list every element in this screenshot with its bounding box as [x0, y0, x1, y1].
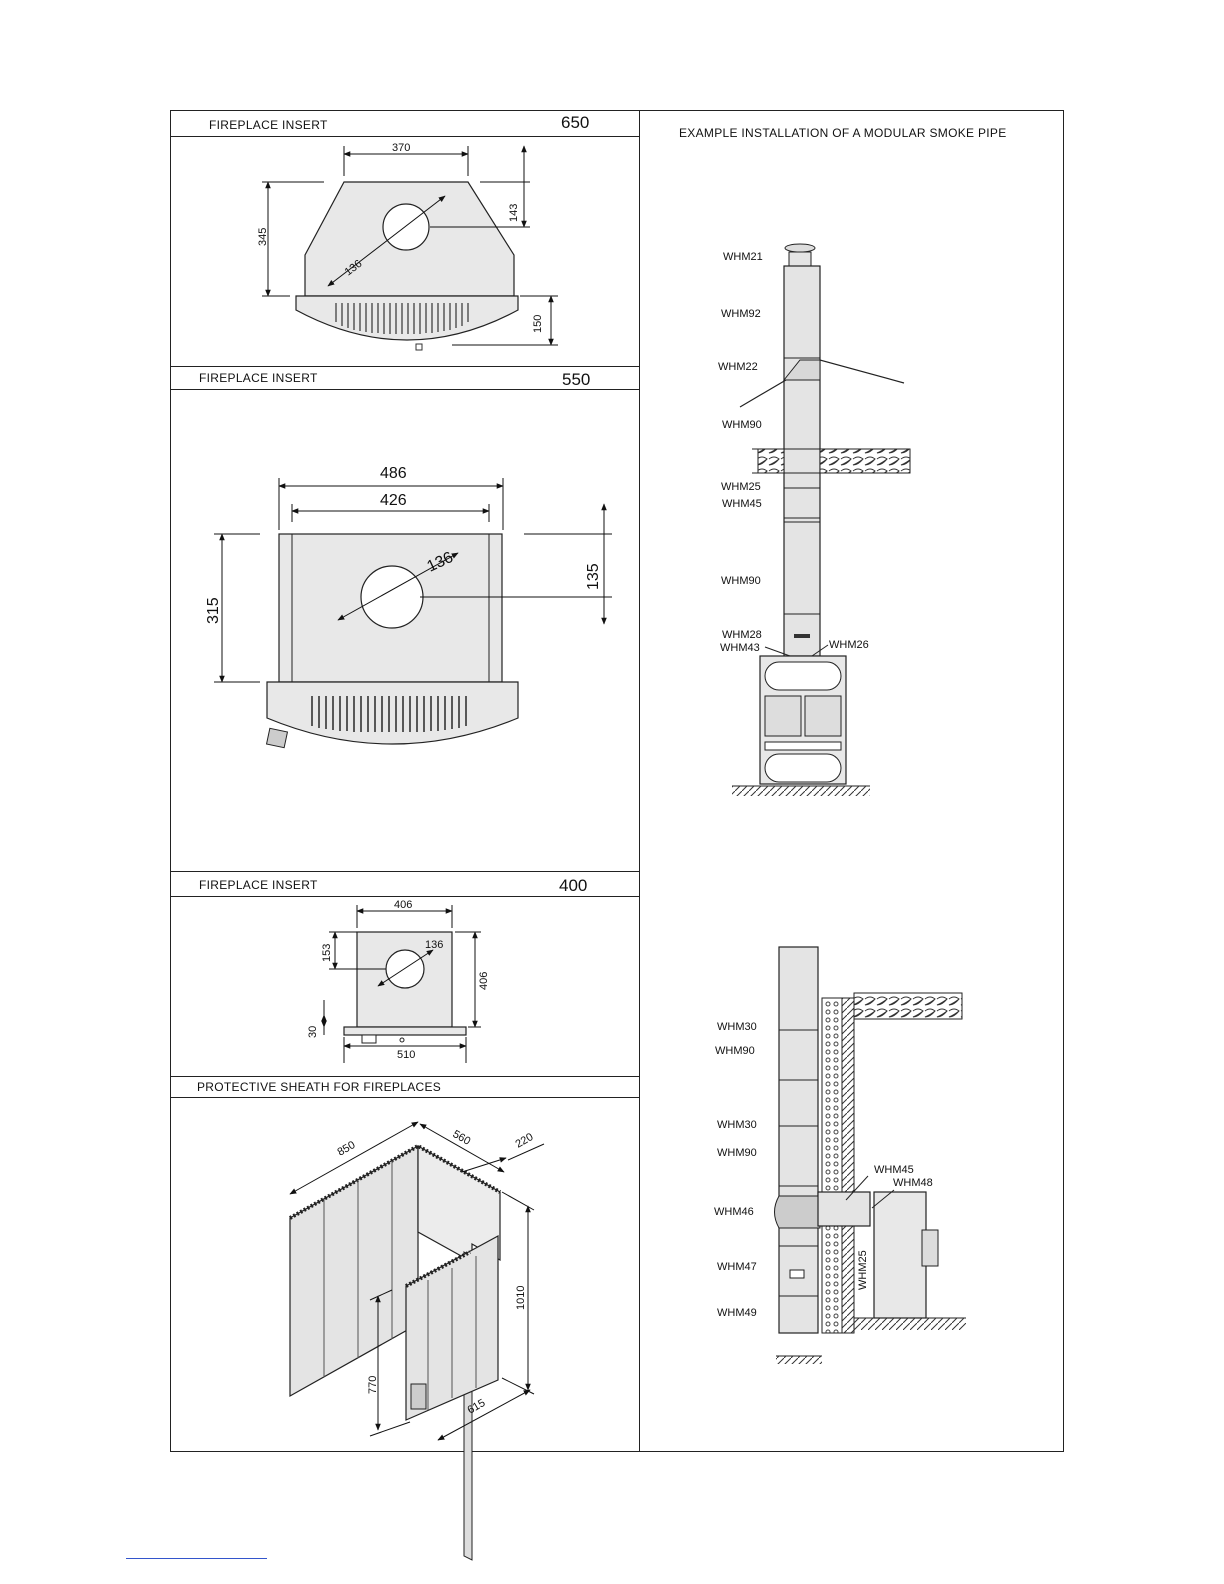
flue-outlet	[386, 950, 424, 988]
dim-pipe-offset: 135	[585, 563, 602, 590]
dim-diameter: 136	[342, 257, 365, 279]
label-whm90: WHM90	[715, 1045, 755, 1057]
sheath-drawing	[290, 1122, 544, 1560]
label-whm90: WHM90	[721, 575, 761, 587]
connector-pipe	[818, 1192, 870, 1226]
dim-base-width: 510	[397, 1049, 416, 1061]
installation-title: EXAMPLE INSTALLATION OF A MODULAR SMOKE PIPE	[679, 126, 1007, 140]
label-whm30: WHM30	[717, 1021, 757, 1033]
label-whm43: WHM43	[720, 642, 760, 654]
dim-diameter: 136	[424, 548, 456, 576]
label-whm26: WHM26	[829, 639, 869, 651]
chimney-pipe	[784, 266, 820, 656]
insert-650-model: 650	[561, 113, 590, 132]
dim-top-width: 406	[394, 899, 413, 911]
flue-outlet	[361, 566, 423, 628]
insert-650-base	[296, 296, 518, 340]
insert-550-model: 550	[562, 370, 591, 389]
label-whm90: WHM90	[722, 419, 762, 431]
label-whm28: WHM28	[722, 629, 762, 641]
dim-back-width: 850	[335, 1139, 358, 1159]
label-whm46: WHM46	[714, 1206, 754, 1218]
dim-pipe-offset: 143	[508, 203, 520, 222]
insert-550-drawing	[205, 465, 612, 748]
sheath-title: PROTECTIVE SHEATH FOR FIREPLACES	[197, 1080, 442, 1094]
label-whm92: WHM92	[721, 308, 761, 320]
dim-inner-width: 426	[380, 492, 407, 509]
lower-installation-drawing	[714, 947, 966, 1364]
insert-650-drawing	[257, 142, 558, 350]
dim-width: 370	[392, 142, 411, 154]
dim-pipe-offset: 153	[321, 943, 333, 962]
roof-line	[740, 360, 904, 407]
insert-400-base	[344, 1027, 466, 1035]
label-whm45: WHM45	[722, 498, 762, 510]
dim-height: 345	[257, 227, 269, 246]
insert-550-title: FIREPLACE INSERT	[199, 371, 318, 385]
dim-diameter: 136	[425, 939, 444, 951]
insert-650-title: FIREPLACE INSERT	[209, 118, 328, 132]
dim-front-height: 770	[367, 1375, 379, 1394]
footer-rule	[126, 1558, 267, 1559]
label-whm25: WHM25	[857, 1250, 869, 1290]
insert-550-base	[267, 682, 518, 744]
insert-unit	[874, 1192, 926, 1318]
dim-depth: 220	[513, 1131, 536, 1151]
flue-outlet	[383, 204, 429, 250]
dim-height: 406	[478, 971, 490, 990]
label-whm90: WHM90	[717, 1147, 757, 1159]
insert-400-model: 400	[559, 876, 588, 895]
label-whm45: WHM45	[874, 1164, 914, 1176]
label-whm25: WHM25	[721, 481, 761, 493]
dim-outer-width: 486	[380, 465, 407, 482]
dim-height: 1010	[515, 1285, 527, 1310]
dim-front-width: 615	[465, 1397, 488, 1417]
label-whm30: WHM30	[717, 1119, 757, 1131]
label-whm48: WHM48	[893, 1177, 933, 1189]
dim-height: 315	[205, 597, 222, 624]
label-whm49: WHM49	[717, 1307, 757, 1319]
dim-base-height: 30	[307, 1025, 319, 1038]
label-whm22: WHM22	[718, 361, 758, 373]
insert-400-title: FIREPLACE INSERT	[199, 878, 318, 892]
upper-installation-drawing	[718, 244, 910, 796]
dim-side-width: 560	[450, 1128, 473, 1148]
dim-base: 150	[532, 314, 544, 333]
label-whm47: WHM47	[717, 1261, 757, 1273]
insert-400-drawing	[307, 899, 490, 1063]
label-whm21: WHM21	[723, 251, 763, 263]
